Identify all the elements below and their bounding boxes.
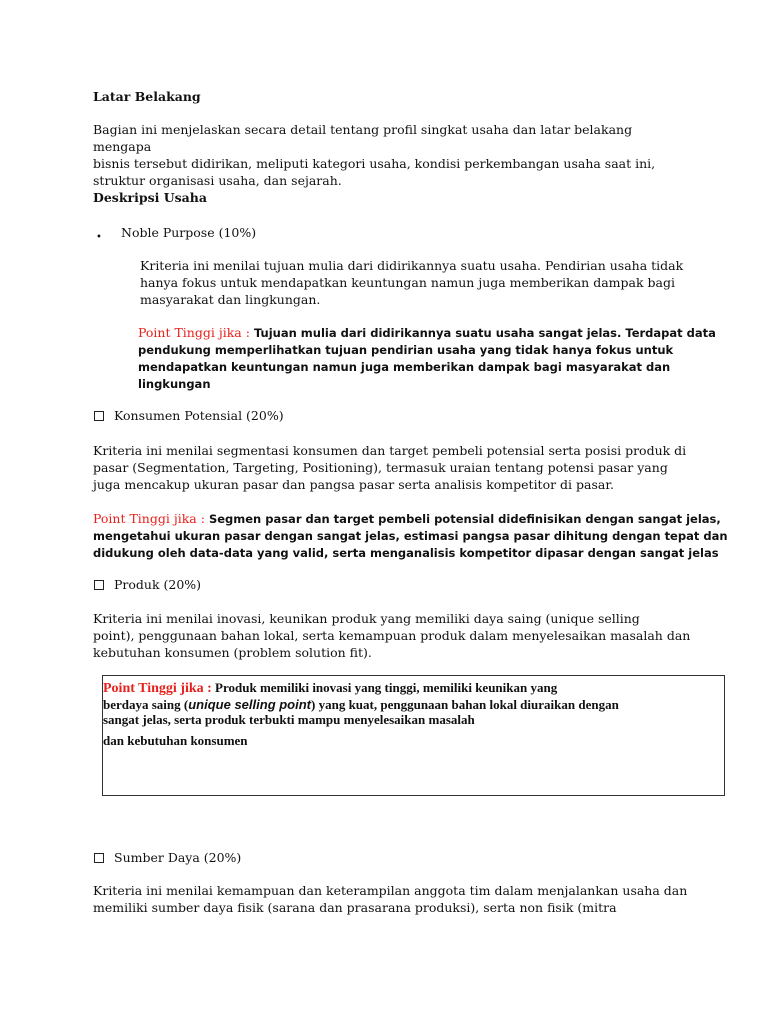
konsumen-potensial-label: Konsumen Potensial (20%) — [114, 408, 284, 423]
produk-label: Produk (20%) — [114, 577, 202, 592]
text-line: juga mencakup ukuran pasar dan pangsa pasar serta analisis kompetitor di pasar. — [93, 477, 614, 492]
konsumen-potensial-point — [93, 510, 733, 562]
text-line: point), penggunaan bahan lokal, serta kemampuan produk dalam menyelesaikan masalah dan — [93, 628, 691, 643]
konsumen-potensial-criteria — [93, 442, 713, 493]
produk-title — [94, 576, 201, 593]
point-text: Segmen pasar dan target pembeli potensial didefinisikan dengan sangat jelas, — [208, 512, 721, 526]
text-line: Bagian ini menjelaskan secara detail tentang profil singkat usaha dan latar belakang mengapa — [93, 122, 633, 154]
text-line: Kriteria ini menilai segmentasi konsumen dan target pembeli potensial serta posisi produk di — [93, 443, 687, 458]
text-line: pendukung memperlihatkan tujuan pendirian usaha yang tidak hanya fokus untuk — [138, 343, 674, 357]
point-label: Point Tinggi jika : — [103, 681, 212, 696]
text-line: mendapatkan keuntungan namun juga memberikan dampak bagi masyarakat dan — [138, 360, 671, 374]
point-label: Point Tinggi jika : — [93, 511, 205, 526]
text-line: kebutuhan konsumen (problem solution fit). — [93, 645, 372, 660]
noble-purpose-title: Noble Purpose (10%) — [121, 225, 257, 240]
heading-latar-belakang: Latar Belakang — [93, 89, 201, 104]
sumber-daya-criteria — [93, 882, 713, 916]
checkbox-icon — [94, 411, 104, 421]
text-line: mengetahui ukuran pasar dengan sangat jelas, estimasi pangsa pasar dihitung dengan tepat dan — [93, 529, 728, 543]
latar-belakang-paragraph — [93, 121, 693, 189]
heading-deskripsi-usaha: Deskripsi Usaha — [93, 190, 207, 205]
noble-purpose-point — [138, 324, 718, 393]
text-line: struktur organisasi usaha, dan sejarah. — [93, 173, 342, 188]
text-line: lingkungan — [138, 377, 211, 391]
produk-criteria — [93, 610, 713, 661]
point-label: Point Tinggi jika : — [138, 325, 250, 340]
text-line: hanya fokus untuk mendapatkan keuntungan namun juga memberikan dampak bagi — [140, 275, 675, 290]
point-text: Produk memiliki inovasi yang tinggi, memiliki keunikan yang — [215, 680, 558, 695]
checkbox-icon — [94, 853, 104, 863]
text-line: Kriteria ini menilai tujuan mulia dari didirikannya suatu usaha. Pendirian usaha tidak — [140, 258, 684, 273]
noble-purpose-criteria — [140, 257, 700, 308]
text-line — [103, 697, 724, 713]
text-line: Kriteria ini menilai inovasi, keunikan produk yang memiliki daya saing (unique selling — [93, 611, 640, 626]
text-line: sangat jelas, serta produk terbukti mampu menyelesaikan masalah — [103, 712, 475, 727]
text-line: Kriteria ini menilai kemampuan dan keterampilan anggota tim dalam menjalankan usaha dan — [93, 883, 688, 898]
text-line: memiliki sumber daya fisik (sarana dan prasarana produksi), serta non fisik (mitra — [93, 900, 617, 915]
text-line: didukung oleh data-data yang valid, serta menganalisis kompetitor dipasar dengan sangat jelas — [93, 546, 719, 560]
text-line — [103, 680, 724, 697]
italic-span: unique selling point — [188, 697, 312, 712]
sumber-daya-title — [94, 849, 241, 866]
konsumen-potensial-title — [94, 407, 284, 424]
sumber-daya-label: Sumber Daya (20%) — [114, 850, 242, 865]
text-line: pasar (Segmentation, Targeting, Positioning), termasuk uraian tentang potensi pasar yang — [93, 460, 668, 475]
text-line: bisnis tersebut didirikan, meliputi kategori usaha, kondisi perkembangan usaha saat ini, — [93, 156, 656, 171]
text-line — [93, 510, 733, 528]
text-line: dan kebutuhan konsumen — [103, 733, 248, 748]
checkbox-icon — [94, 580, 104, 590]
text-line: masyarakat dan lingkungan. — [140, 292, 321, 307]
text-span: ) yang kuat, penggunaan bahan lokal diuraikan dengan — [311, 697, 619, 712]
produk-point-box — [102, 675, 725, 796]
bullet-icon: • — [96, 232, 102, 243]
text-line — [138, 324, 718, 342]
point-text: Tujuan mulia dari didirikannya suatu usaha sangat jelas. Terdapat data — [253, 326, 716, 340]
text-span: berdaya saing ( — [103, 697, 189, 712]
